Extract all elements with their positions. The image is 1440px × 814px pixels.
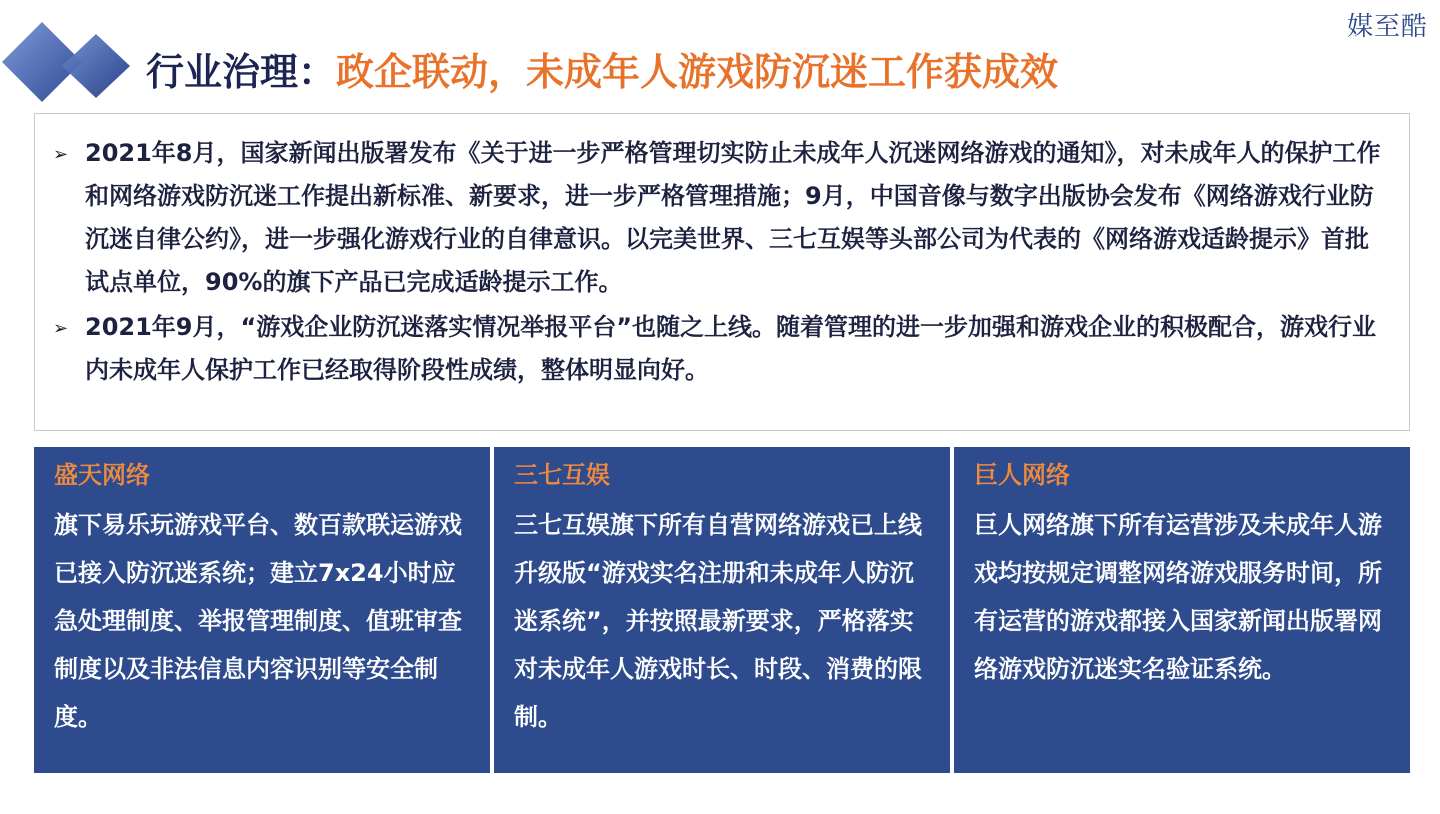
intro-box (34, 113, 1410, 431)
title-prefix: 行业治理： (146, 49, 337, 94)
brand-watermark: 媒至酷 (1346, 12, 1428, 42)
company-card (34, 447, 490, 773)
bullet-item (53, 132, 1383, 304)
card-body: 巨人网络旗下所有运营涉及未成年人游戏均按规定调整网络游戏服务时间，所有运营的游戏都接入国家新闻出版署网络游戏防沉迷实名验证系统。 (974, 511, 1382, 683)
card-title: 盛天网络 (54, 461, 150, 489)
bullet-text: 2021年9月，“游戏企业防沉迷落实情况举报平台”也随之上线。随着管理的进一步加强和游戏企业的积极配合，游戏行业内未成年人保护工作已经取得阶段性成绩，整体明显向好。 (85, 313, 1377, 384)
card-body: 三七互娱旗下所有自营网络游戏已上线升级版“游戏实名注册和未成年人防沉迷系统”，并按照最新要求，严格落实对未成年人游戏时长、时段、消费的限制。 (514, 511, 922, 731)
title-main: 政企联动，未成年人游戏防沉迷工作获成效 (336, 49, 1059, 94)
bullet-item (53, 306, 1383, 392)
company-card (494, 447, 950, 773)
arrow-bullet-icon: ➢ (53, 144, 69, 165)
card-title: 巨人网络 (974, 461, 1070, 489)
card-body: 旗下易乐玩游戏平台、数百款联运游戏已接入防沉迷系统；建立7x24小时应急处理制度、举报管理制度、值班审查制度以及非法信息内容识别等安全制度。 (54, 511, 462, 731)
bullet-text: 2021年8月，国家新闻出版署发布《关于进一步严格管理切实防止未成年人沉迷网络游戏的通知》，对未成年人的保护工作和网络游戏防沉迷工作提出新标准、新要求，进一步严格管理措施；9月，中国音像与数字出版协会发布《网络游戏行业防沉迷自律公约》，进一步强化游戏行业的自律意识。以完美世界、三七互娱等头部公司为代表的《网络游戏适龄提示》首批试点单位，90%的旗下产品已完成适龄提示工作。 (85, 139, 1381, 296)
arrow-bullet-icon: ➢ (53, 318, 69, 339)
page-title (146, 40, 1058, 96)
diamond-logo-icon (0, 18, 140, 118)
company-card (954, 447, 1410, 773)
card-title: 三七互娱 (514, 461, 610, 489)
company-cards (34, 447, 1410, 773)
